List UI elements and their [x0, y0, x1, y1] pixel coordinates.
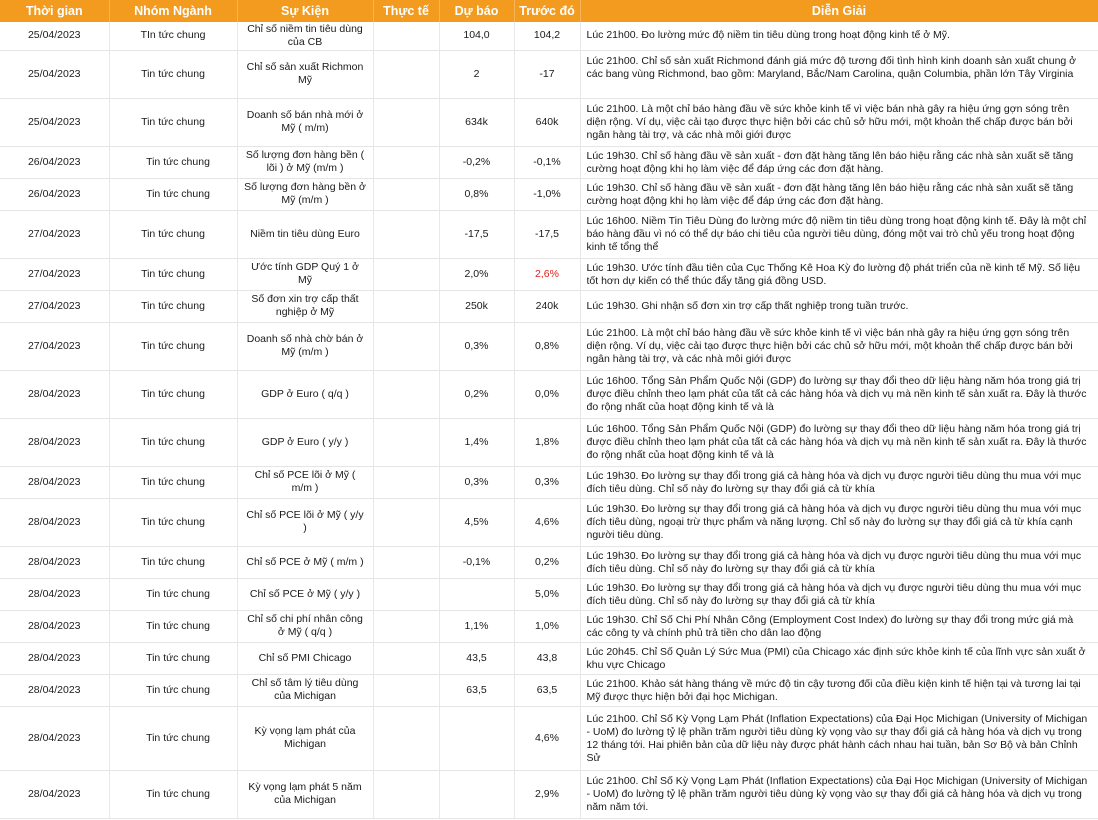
col-header-forecast: Dự báo [439, 0, 514, 22]
group-cell: Tin tức chung [109, 50, 237, 98]
table-row [0, 418, 1098, 466]
forecast-cell: 1,1% [439, 610, 514, 642]
table-row [0, 322, 1098, 370]
description-cell [580, 642, 1098, 674]
group-cell: Tin tức chung [109, 146, 237, 178]
previous-cell: 640k [514, 98, 580, 146]
table-row [0, 578, 1098, 610]
actual-cell [373, 466, 439, 498]
description-cell [580, 370, 1098, 418]
previous-cell: 0,8% [514, 322, 580, 370]
date-cell: 28/04/2023 [0, 642, 109, 674]
forecast-cell: 2,0% [439, 258, 514, 290]
date-cell: 26/04/2023 [0, 178, 109, 210]
table-row [0, 498, 1098, 546]
group-cell: TIn tức chung [109, 22, 237, 50]
forecast-cell: 2 [439, 50, 514, 98]
date-cell: 25/04/2023 [0, 22, 109, 50]
date-cell: 28/04/2023 [0, 466, 109, 498]
description-cell [580, 290, 1098, 322]
forecast-cell: 250k [439, 290, 514, 322]
previous-cell: 2,9% [514, 770, 580, 818]
date-cell: 28/04/2023 [0, 578, 109, 610]
date-cell: 28/04/2023 [0, 546, 109, 578]
date-cell: 27/04/2023 [0, 290, 109, 322]
actual-cell [373, 498, 439, 546]
actual-cell [373, 50, 439, 98]
description-cell [580, 258, 1098, 290]
actual-cell [373, 22, 439, 50]
event-cell: Số đơn xin trợ cấp thất nghiệp ở Mỹ [237, 290, 373, 322]
description-text: Lúc 20h45. Chỉ Số Quản Lý Sức Mua (PMI) của Chicago xác định sức khỏe kinh tế của lĩnh vực sản xuất ở khu vực Chicago [586, 645, 1086, 671]
date-cell: 28/04/2023 [0, 674, 109, 706]
date-cell: 28/04/2023 [0, 370, 109, 418]
group-cell: Tin tức chung [109, 546, 237, 578]
description-cell [580, 178, 1098, 210]
table-header [0, 0, 1098, 22]
forecast-cell: 0,8% [439, 178, 514, 210]
event-cell: Chỉ số sản xuất Richmon Mỹ [237, 50, 373, 98]
event-cell: Số lượng đơn hàng bền ( lõi ) ở Mỹ (m/m ) [237, 146, 373, 178]
forecast-cell [439, 706, 514, 770]
forecast-cell: 63,5 [439, 674, 514, 706]
actual-cell [373, 642, 439, 674]
previous-cell: -0,1% [514, 146, 580, 178]
group-cell: Tin tức chung [109, 290, 237, 322]
description-text: Lúc 21h00. Chỉ Số Kỳ Vọng Lạm Phát (Inflation Expectations) của Đại Học Michigan (University of Michigan - UoM) đo lường tỷ lệ phần trăm người tiêu dùng kỳ vọng vào sự thay đổi giá cả hàng hóa và dịch vụ trong 12 tháng tới. Hai phiên bản của dữ liệu này được phát hành cách nhau hai tuần, bản Sơ Bộ và bản Chỉnh Sử [586, 712, 1088, 764]
event-cell: Kỳ vọng lạm phát 5 năm của Michigan [237, 770, 373, 818]
date-cell: 28/04/2023 [0, 418, 109, 466]
event-cell: Niềm tin tiêu dùng Euro [237, 210, 373, 258]
col-header-description: Diễn Giải [580, 0, 1098, 22]
forecast-cell: -0,2% [439, 146, 514, 178]
actual-cell [373, 674, 439, 706]
table-row [0, 210, 1098, 258]
description-text: Lúc 19h30. Chỉ số hàng đầu về sản xuất - đơn đặt hàng tăng lên báo hiệu rằng các nhà sản xuất sẽ tăng cường hoạt động khi họ làm việc để đáp ứng các đơn đặt hàng. [586, 149, 1074, 175]
actual-cell [373, 322, 439, 370]
table-body [0, 22, 1098, 818]
previous-cell: 4,6% [514, 706, 580, 770]
actual-cell [373, 418, 439, 466]
previous-cell: 2,6% [514, 258, 580, 290]
group-cell: Tin tức chung [109, 210, 237, 258]
actual-cell [373, 290, 439, 322]
date-cell: 28/04/2023 [0, 770, 109, 818]
description-cell [580, 22, 1098, 50]
forecast-cell: -17,5 [439, 210, 514, 258]
description-cell [580, 674, 1098, 706]
group-cell: Tin tức chung [109, 642, 237, 674]
table-row [0, 546, 1098, 578]
description-text: Lúc 19h30. Chỉ số hàng đầu về sản xuất - đơn đặt hàng tăng lên báo hiệu rằng các nhà sản xuất sẽ tăng cường hoạt động khi họ làm việc để đáp ứng các đơn đặt hàng. [586, 181, 1074, 207]
description-text: Lúc 16h00. Niềm Tin Tiêu Dùng đo lường mức độ niềm tin tiêu dùng trong hoạt động kinh tế. Đây là một chỉ báo hàng đầu vì nó có thể dự báo chi tiêu của người tiêu dùng, đóng một vai trò chủ yếu trong hoạt động kinh tế tổng thể [586, 214, 1087, 253]
event-cell: Ước tính GDP Quý 1 ở Mỹ [237, 258, 373, 290]
previous-cell: 0,2% [514, 546, 580, 578]
event-cell: Chỉ số PMI Chicago [237, 642, 373, 674]
actual-cell [373, 146, 439, 178]
col-header-actual: Thực tế [373, 0, 439, 22]
group-cell: Tin tức chung [109, 706, 237, 770]
description-cell [580, 50, 1098, 98]
col-header-time: Thời gian [0, 0, 109, 22]
table-row [0, 610, 1098, 642]
col-header-group: Nhóm Ngành [109, 0, 237, 22]
actual-cell [373, 178, 439, 210]
description-cell [580, 146, 1098, 178]
actual-cell [373, 98, 439, 146]
previous-cell: 104,2 [514, 22, 580, 50]
previous-cell: 63,5 [514, 674, 580, 706]
group-cell: Tin tức chung [109, 610, 237, 642]
date-cell: 28/04/2023 [0, 498, 109, 546]
table-row [0, 178, 1098, 210]
group-cell: Tin tức chung [109, 370, 237, 418]
previous-cell: 0,3% [514, 466, 580, 498]
col-header-event: Sự Kiện [237, 0, 373, 22]
event-cell: Chỉ số niềm tin tiêu dùng của CB [237, 22, 373, 50]
forecast-cell: 104,0 [439, 22, 514, 50]
description-text: Lúc 19h30. Đo lường sự thay đổi trong giá cả hàng hóa và dịch vụ được người tiêu dùng thu mua với mục đích tiêu dùng. Chỉ số này đo lường sự thay đổi giá cả từ khía [586, 581, 1082, 607]
description-text: Lúc 21h00. Là một chỉ báo hàng đầu về sức khỏe kinh tế vì việc bán nhà gây ra hiệu ứng gợn sóng trên diện rộng. Ví dụ, việc cải tạo được thực hiện bởi các chủ sở hữu mới, một khoản thế chấp được bán bởi ngân hàng tài trợ, và các nhà môi giới được [586, 326, 1073, 365]
description-cell [580, 578, 1098, 610]
previous-cell: -17 [514, 50, 580, 98]
forecast-cell: -0,1% [439, 546, 514, 578]
event-cell: Chỉ số PCE lõi ở Mỹ ( y/y ) [237, 498, 373, 546]
event-cell: Doanh số nhà chờ bán ở Mỹ (m/m ) [237, 322, 373, 370]
description-cell [580, 418, 1098, 466]
group-cell: Tin tức chung [109, 466, 237, 498]
group-cell: Tin tức chung [109, 178, 237, 210]
actual-cell [373, 546, 439, 578]
forecast-cell: 0,2% [439, 370, 514, 418]
description-text: Lúc 21h00. Khảo sát hàng tháng về mức độ tin cậy tương đối của điều kiện kinh tế hiện tại và tương lai tại Mỹ được thực hiện bởi đại học Michigan. [586, 677, 1081, 703]
actual-cell [373, 610, 439, 642]
group-cell: Tin tức chung [109, 322, 237, 370]
event-cell: Chỉ số chi phí nhân công ở Mỹ ( q/q ) [237, 610, 373, 642]
description-cell [580, 610, 1098, 642]
event-cell: Chỉ số tâm lý tiêu dùng của Michigan [237, 674, 373, 706]
previous-cell: 5,0% [514, 578, 580, 610]
date-cell: 28/04/2023 [0, 610, 109, 642]
description-cell [580, 706, 1098, 770]
date-cell: 27/04/2023 [0, 210, 109, 258]
description-text: Lúc 21h00. Đo lường mức độ niềm tin tiêu dùng trong hoạt động kinh tế ở Mỹ. [586, 29, 950, 41]
date-cell: 28/04/2023 [0, 706, 109, 770]
description-cell [580, 98, 1098, 146]
previous-cell: 4,6% [514, 498, 580, 546]
actual-cell [373, 258, 439, 290]
event-cell: Chỉ số PCE ở Mỹ ( m/m ) [237, 546, 373, 578]
forecast-cell: 634k [439, 98, 514, 146]
description-text: Lúc 19h30. Ghi nhận số đơn xin trợ cấp thất nghiệp trong tuần trước. [586, 299, 909, 312]
description-text: Lúc 19h30. Đo lường sự thay đổi trong giá cả hàng hóa và dịch vụ được người tiêu dùng thu mua với mục đích tiêu dùng. Chỉ số này đo lường sự thay đổi giá cả từ khía [586, 469, 1082, 495]
description-cell [580, 498, 1098, 546]
description-cell [580, 210, 1098, 258]
previous-cell: -17,5 [514, 210, 580, 258]
description-cell [580, 770, 1098, 818]
description-text: Lúc 21h00. Là một chỉ báo hàng đầu về sức khỏe kinh tế vì việc bán nhà gây ra hiệu ứng gợn sóng trên diện rộng. Ví dụ, việc cải tạo được thực hiện bởi các chủ sở hữu mới, một khoản thế chấp được bán bởi ngân hàng tài trợ, và các nhà môi giới được [586, 102, 1073, 141]
table-row [0, 706, 1098, 770]
table-row [0, 98, 1098, 146]
forecast-cell [439, 578, 514, 610]
actual-cell [373, 706, 439, 770]
description-cell [580, 322, 1098, 370]
forecast-cell [439, 770, 514, 818]
description-text: Lúc 19h30. Đo lường sự thay đổi trong giá cả hàng hóa và dịch vụ được người tiêu dùng thu mua với mục đích tiêu dùng, ngoại trừ thực phẩm và năng lượng. Chỉ số này đo lường sự thay đổi giá cả từ khía cạnh người tiêu dùng. [586, 502, 1082, 541]
description-text: Lúc 16h00. Tổng Sản Phẩm Quốc Nội (GDP) đo lường sự thay đổi theo dữ liệu hàng năm hóa trong giá trị được điều chỉnh theo lạm phát của tất cả các hàng hóa và dịch vụ mà nền kinh tế sản xuất ra. Đây là thước đo rộng nhất của hoạt động kinh tế và là [586, 422, 1087, 461]
previous-cell: 240k [514, 290, 580, 322]
event-cell: GDP ở Euro ( q/q ) [237, 370, 373, 418]
forecast-cell: 0,3% [439, 466, 514, 498]
table-row [0, 466, 1098, 498]
group-cell: Tin tức chung [109, 674, 237, 706]
description-cell [580, 466, 1098, 498]
description-text: Lúc 19h30. Ước tính đầu tiên của Cục Thống Kê Hoa Kỳ đo lường độ phát triển của nề kinh tế Mỹ. Số liệu tốt hơn dự kiến có thể thúc đẩy tăng giá đồng USD. [586, 261, 1081, 287]
forecast-cell: 0,3% [439, 322, 514, 370]
group-cell: Tin tức chung [109, 258, 237, 290]
table-row [0, 22, 1098, 50]
actual-cell [373, 770, 439, 818]
description-text: Lúc 19h30. Đo lường sự thay đổi trong giá cả hàng hóa và dịch vụ được người tiêu dùng thu mua với mục đích tiêu dùng. Chỉ số này đo lường sự thay đổi giá cả từ khía [586, 549, 1082, 575]
group-cell: Tin tức chung [109, 98, 237, 146]
event-cell: Doanh số bán nhà mới ở Mỹ ( m/m) [237, 98, 373, 146]
description-text: Lúc 21h00. Chỉ số sản xuất Richmond đánh giá mức độ tương đối tình hình kinh doanh sản xuất chung ở các bang vùng Richmond, bao gồm: Maryland, Bắc/Nam Carolina, quận Columbia, phần lớn Tây Virginia [586, 54, 1077, 80]
date-cell: 26/04/2023 [0, 146, 109, 178]
table-row [0, 258, 1098, 290]
description-text: Lúc 16h00. Tổng Sản Phẩm Quốc Nội (GDP) đo lường sự thay đổi theo dữ liệu hàng năm hóa trong giá trị được điều chỉnh theo lạm phát của tất cả các hàng hóa và dịch vụ mà nền kinh tế sản xuất ra. Đây là thước đo rộng nhất của hoạt động kinh tế và là [586, 374, 1087, 413]
previous-cell: 1,0% [514, 610, 580, 642]
event-cell: Số lượng đơn hàng bền ở Mỹ (m/m ) [237, 178, 373, 210]
table-row [0, 370, 1098, 418]
table-row [0, 146, 1098, 178]
actual-cell [373, 370, 439, 418]
forecast-cell: 4,5% [439, 498, 514, 546]
table-row [0, 674, 1098, 706]
date-cell: 27/04/2023 [0, 322, 109, 370]
table-row [0, 770, 1098, 818]
group-cell: Tin tức chung [109, 498, 237, 546]
event-cell: Chỉ số PCE lõi ở Mỹ ( m/m ) [237, 466, 373, 498]
table-row [0, 642, 1098, 674]
actual-cell [373, 210, 439, 258]
date-cell: 25/04/2023 [0, 50, 109, 98]
description-text: Lúc 19h30. Chỉ Số Chi Phí Nhân Công (Employment Cost Index) đo lường sự thay đổi trong mức giá mà các công ty và chính phủ trả tiền cho dân lao động [586, 613, 1074, 639]
forecast-cell: 1,4% [439, 418, 514, 466]
actual-cell [373, 578, 439, 610]
previous-cell: 0,0% [514, 370, 580, 418]
table-row [0, 290, 1098, 322]
date-cell: 25/04/2023 [0, 98, 109, 146]
description-cell [580, 546, 1098, 578]
group-cell: Tin tức chung [109, 418, 237, 466]
forecast-cell: 43,5 [439, 642, 514, 674]
previous-cell: -1,0% [514, 178, 580, 210]
event-cell: Kỳ vọng lạm phát của Michigan [237, 706, 373, 770]
previous-cell: 1,8% [514, 418, 580, 466]
col-header-previous: Trước đó [514, 0, 580, 22]
event-cell: Chỉ số PCE ở Mỹ ( y/y ) [237, 578, 373, 610]
group-cell: Tin tức chung [109, 578, 237, 610]
previous-cell: 43,8 [514, 642, 580, 674]
event-cell: GDP ở Euro ( y/y ) [237, 418, 373, 466]
description-text: Lúc 21h00. Chỉ Số Kỳ Vọng Lạm Phát (Inflation Expectations) của Đại Học Michigan (University of Michigan - UoM) đo lường tỷ lệ phần trăm người tiêu dùng kỳ vọng vào sự thay đổi giá cả hàng hóa và dịch vụ trong năm năm tới. [586, 774, 1088, 813]
table-row [0, 50, 1098, 98]
group-cell: Tin tức chung [109, 770, 237, 818]
date-cell: 27/04/2023 [0, 258, 109, 290]
